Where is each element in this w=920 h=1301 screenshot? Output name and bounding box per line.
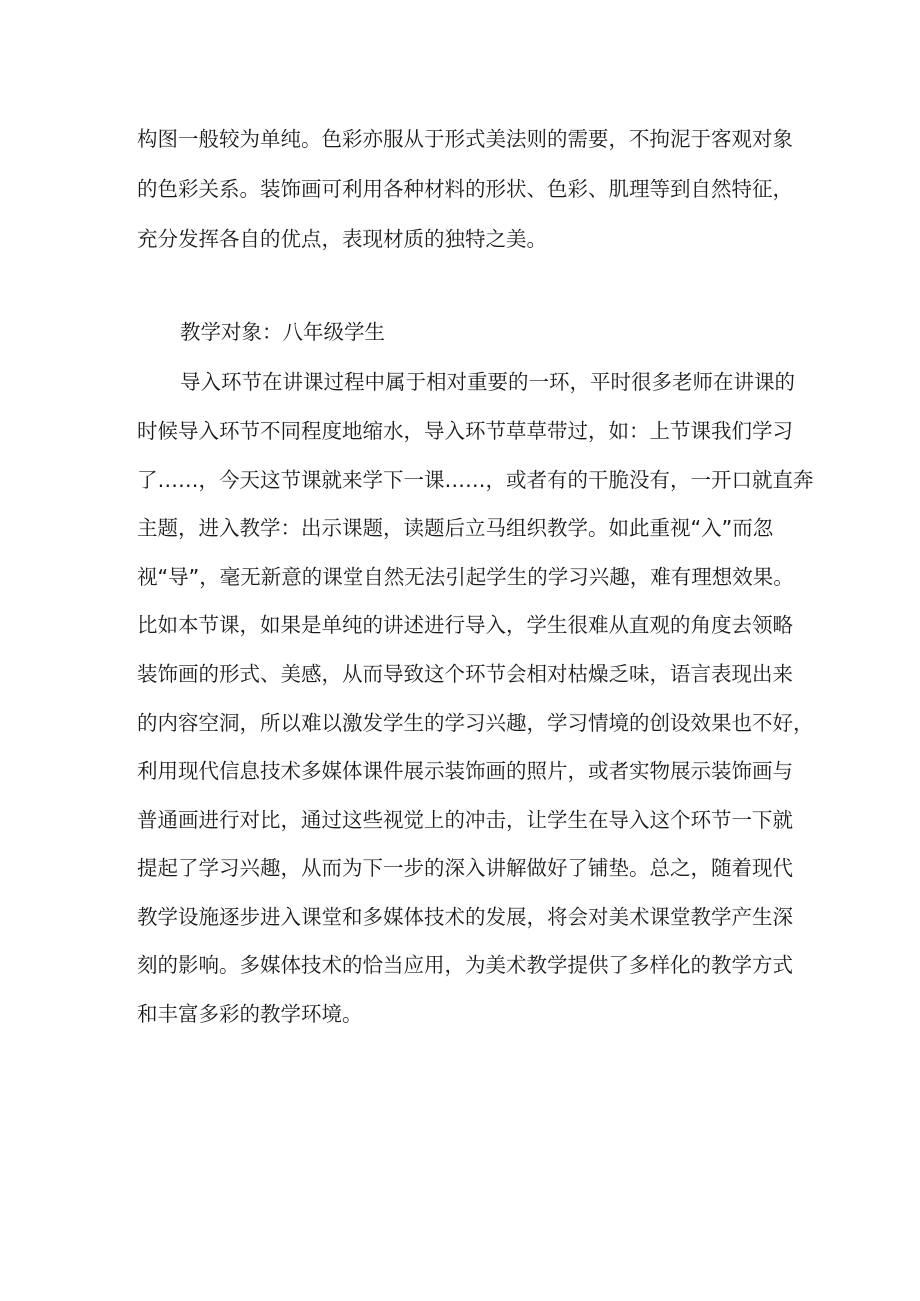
paragraph-2-line: 时候导入环节不同程度地缩水，导入环节草草带过，如：上节课我们学习 [137,419,793,443]
paragraph-2-line: 视“导”，毫无新意的课堂自然无法引起学生的学习兴趣，难有理想效果。 [137,565,794,589]
paragraph-2-line: 比如本节课，如果是单纯的讲述进行导入，学生很难从直观的角度去领略 [137,613,793,637]
teaching-object-heading: 教学对象：八年级学生 [180,320,385,344]
paragraph-2-line: 提起了学习兴趣，从而为下一步的深入讲解做好了铺垫。总之，随着现代 [137,856,793,880]
paragraph-2-line: 教学设施逐步进入课堂和多媒体技术的发展，将会对美术课堂教学产生深 [137,905,793,929]
paragraph-2-line: 普通画进行对比，通过这些视觉上的冲击，让学生在导入这个环节一下就 [137,808,793,832]
paragraph-2-line: 主题，进入教学：出示课题，读题后立马组织教学。如此重视“入”而忽 [137,516,774,540]
paragraph-1-line: 构图一般较为单纯。色彩亦服从于形式美法则的需要，不拘泥于客观对象 [137,127,793,151]
paragraph-2-line: 和丰富多彩的教学环境。 [137,1002,363,1026]
paragraph-2-line: 利用现代信息技术多媒体课件展示装饰画的照片，或者实物展示装饰画与 [137,759,793,783]
paragraph-2-line: 的内容空洞，所以难以激发学生的学习兴趣，学习情境的创设效果也不好， [137,711,814,735]
paragraph-1-line: 充分发挥各自的优点，表现材质的独特之美。 [137,227,547,251]
paragraph-1-line: 的色彩关系。装饰画可利用各种材料的形状、色彩、肌理等到自然特征， [137,177,793,201]
paragraph-2-line: 了……，今天这节课就来学下一课……，或者有的干脆没有，一开口就直奔 [137,468,814,492]
paragraph-2-line: 装饰画的形式、美感，从而导致这个环节会相对枯燥乏味，语言表现出来 [137,662,793,686]
paragraph-2-line: 刻的影响。多媒体技术的恰当应用，为美术教学提供了多样化的教学方式 [137,953,793,977]
paragraph-2-line: 导入环节在讲课过程中属于相对重要的一环，平时很多老师在讲课的 [180,370,795,394]
